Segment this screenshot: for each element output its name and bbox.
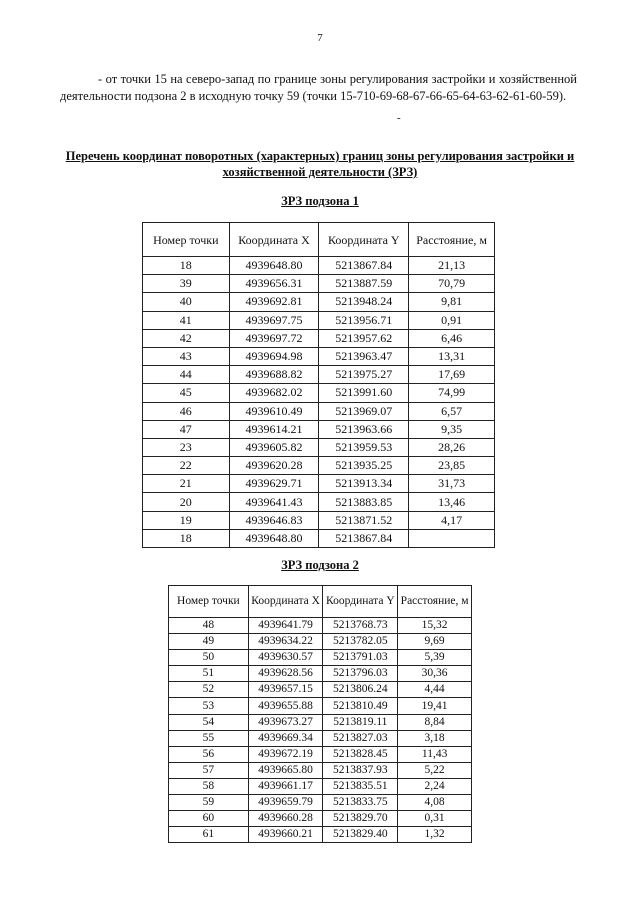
coord-y-cell: 5213806.24 [323,682,398,698]
table-row [169,682,472,698]
table-row [143,402,495,420]
coord-y-cell: 5213828.45 [323,746,398,762]
zone1-coordinates-table [142,222,495,548]
point-number-cell: 21 [143,475,230,493]
table-row [169,618,472,634]
distance-cell: 6,57 [409,402,495,420]
stray-mark: - [397,112,401,124]
distance-cell: 4,08 [398,795,472,811]
coord-y-cell: 5213833.75 [323,795,398,811]
coord-y-cell: 5213867.84 [319,257,409,275]
coord-x-cell: 4939614.21 [229,420,319,438]
table-row [143,511,495,529]
coord-y-cell: 5213829.40 [323,827,398,843]
distance-cell: 13,46 [409,493,495,511]
table-row [169,811,472,827]
table-row [143,493,495,511]
coord-y-cell: 5213957.62 [319,329,409,347]
coord-y-cell: 5213956.71 [319,311,409,329]
coord-x-cell: 4939672.19 [248,746,323,762]
point-number-cell: 54 [169,714,249,730]
coord-x-cell: 4939692.81 [229,293,319,311]
coord-x-cell: 4939665.80 [248,762,323,778]
distance-cell: 30,36 [398,666,472,682]
coord-x-cell: 4939669.34 [248,730,323,746]
coord-x-cell: 4939657.15 [248,682,323,698]
coord-x-cell: 4939605.82 [229,438,319,456]
point-number-cell: 20 [143,493,230,511]
table-row [169,666,472,682]
table-row [143,311,495,329]
point-number-cell: 60 [169,811,249,827]
intro-paragraph: - от точки 15 на северо-запад по границе зоны регулирования застройки и хозяйственной деятельности подзона 2 в исходную точку 59 (точки 15-710-69-68-67-66-65-64-63-62-61-60-59). [60,72,577,103]
coord-x-cell: 4939673.27 [248,714,323,730]
coord-y-cell: 5213819.11 [323,714,398,730]
zone2-title: ЗРЗ подзона 2 [281,558,359,572]
zone2-coordinates-table [168,585,472,843]
header-coord-y: Координата Y [319,223,409,257]
point-number-cell: 49 [169,634,249,650]
coord-y-cell: 5213991.60 [319,384,409,402]
coord-x-cell: 4939628.56 [248,666,323,682]
table-row [143,275,495,293]
coord-y-cell: 5213782.05 [323,634,398,650]
distance-cell: 74,99 [409,384,495,402]
distance-cell: 13,31 [409,347,495,365]
coord-x-cell: 4939655.88 [248,698,323,714]
header-coord-x: Координата X [229,223,319,257]
distance-cell: 15,32 [398,618,472,634]
table-row [169,698,472,714]
coord-y-cell: 5213963.66 [319,420,409,438]
distance-cell: 70,79 [409,275,495,293]
distance-cell [409,529,495,547]
point-number-cell: 42 [143,329,230,347]
coord-y-cell: 5213948.24 [319,293,409,311]
table-row [143,293,495,311]
coord-x-cell: 4939629.71 [229,475,319,493]
table-row [143,347,495,365]
table-row [169,762,472,778]
distance-cell: 4,44 [398,682,472,698]
point-number-cell: 61 [169,827,249,843]
header-coord-y: Координата Y [323,586,398,618]
zone1-title: ЗРЗ подзона 1 [281,194,359,208]
coord-y-cell: 5213867.84 [319,529,409,547]
coord-x-cell: 4939646.83 [229,511,319,529]
coord-x-cell: 4939659.79 [248,795,323,811]
point-number-cell: 23 [143,438,230,456]
distance-cell: 19,41 [398,698,472,714]
distance-cell: 0,31 [398,811,472,827]
point-number-cell: 19 [143,511,230,529]
table-row [169,827,472,843]
coord-x-cell: 4939688.82 [229,366,319,384]
distance-cell: 6,46 [409,329,495,347]
coord-x-cell: 4939630.57 [248,650,323,666]
distance-cell: 2,24 [398,778,472,794]
zone2-table-body [169,618,472,843]
distance-cell: 17,69 [409,366,495,384]
distance-cell: 11,43 [398,746,472,762]
point-number-cell: 39 [143,275,230,293]
table-row [143,438,495,456]
coord-y-cell: 5213791.03 [323,650,398,666]
coord-y-cell: 5213959.53 [319,438,409,456]
coord-y-cell: 5213883.85 [319,493,409,511]
distance-cell: 9,69 [398,634,472,650]
table-row [169,795,472,811]
table-row [169,714,472,730]
table-row [143,366,495,384]
table-row [143,420,495,438]
coord-x-cell: 4939697.75 [229,311,319,329]
distance-cell: 1,32 [398,827,472,843]
table-row [169,778,472,794]
table-row [169,650,472,666]
coord-x-cell: 4939610.49 [229,402,319,420]
coord-y-cell: 5213887.59 [319,275,409,293]
distance-cell: 28,26 [409,438,495,456]
point-number-cell: 57 [169,762,249,778]
point-number-cell: 18 [143,529,230,547]
table-header-row [143,223,495,257]
point-number-cell: 50 [169,650,249,666]
distance-cell: 9,81 [409,293,495,311]
coord-y-cell: 5213768.73 [323,618,398,634]
coord-y-cell: 5213963.47 [319,347,409,365]
coord-x-cell: 4939641.43 [229,493,319,511]
point-number-cell: 43 [143,347,230,365]
point-number-cell: 46 [143,402,230,420]
coord-x-cell: 4939660.28 [248,811,323,827]
distance-cell: 31,73 [409,475,495,493]
coord-x-cell: 4939620.28 [229,457,319,475]
zone1-table-body [143,257,495,548]
header-coord-x: Координата X [248,586,323,618]
section-heading: Перечень координат поворотных (характерных) границ зоны регулирования застройки и хозяйственной деятельности (ЗРЗ) [65,149,575,179]
table-row [169,730,472,746]
point-number-cell: 53 [169,698,249,714]
distance-cell: 4,17 [409,511,495,529]
point-number-cell: 41 [143,311,230,329]
distance-cell: 21,13 [409,257,495,275]
coord-y-cell: 5213975.27 [319,366,409,384]
table-row [143,529,495,547]
table-row [143,475,495,493]
coord-y-cell: 5213871.52 [319,511,409,529]
table-row [143,329,495,347]
table-row [169,634,472,650]
distance-cell: 9,35 [409,420,495,438]
page-number: 7 [317,32,323,44]
header-point-number: Номер точки [169,586,249,618]
coord-y-cell: 5213810.49 [323,698,398,714]
point-number-cell: 52 [169,682,249,698]
point-number-cell: 47 [143,420,230,438]
point-number-cell: 44 [143,366,230,384]
coord-y-cell: 5213796.03 [323,666,398,682]
point-number-cell: 51 [169,666,249,682]
coord-x-cell: 4939634.22 [248,634,323,650]
distance-cell: 5,22 [398,762,472,778]
coord-x-cell: 4939641.79 [248,618,323,634]
coord-x-cell: 4939648.80 [229,529,319,547]
coord-y-cell: 5213969.07 [319,402,409,420]
distance-cell: 5,39 [398,650,472,666]
header-point-number: Номер точки [143,223,230,257]
distance-cell: 0,91 [409,311,495,329]
point-number-cell: 18 [143,257,230,275]
coord-x-cell: 4939656.31 [229,275,319,293]
table-row [143,457,495,475]
table-row [143,257,495,275]
table-row [143,384,495,402]
table-row [169,746,472,762]
distance-cell: 23,85 [409,457,495,475]
coord-x-cell: 4939697.72 [229,329,319,347]
point-number-cell: 45 [143,384,230,402]
point-number-cell: 40 [143,293,230,311]
coord-x-cell: 4939660.21 [248,827,323,843]
coord-y-cell: 5213837.93 [323,762,398,778]
point-number-cell: 59 [169,795,249,811]
coord-y-cell: 5213829.70 [323,811,398,827]
header-distance: Расстояние, м [398,586,472,618]
coord-y-cell: 5213835.51 [323,778,398,794]
distance-cell: 8,84 [398,714,472,730]
point-number-cell: 58 [169,778,249,794]
distance-cell: 3,18 [398,730,472,746]
coord-y-cell: 5213827.03 [323,730,398,746]
coord-y-cell: 5213935.25 [319,457,409,475]
point-number-cell: 56 [169,746,249,762]
coord-x-cell: 4939694.98 [229,347,319,365]
coord-x-cell: 4939661.17 [248,778,323,794]
point-number-cell: 48 [169,618,249,634]
header-distance: Расстояние, м [409,223,495,257]
point-number-cell: 55 [169,730,249,746]
point-number-cell: 22 [143,457,230,475]
coord-y-cell: 5213913.34 [319,475,409,493]
coord-x-cell: 4939648.80 [229,257,319,275]
table-header-row [169,586,472,618]
coord-x-cell: 4939682.02 [229,384,319,402]
